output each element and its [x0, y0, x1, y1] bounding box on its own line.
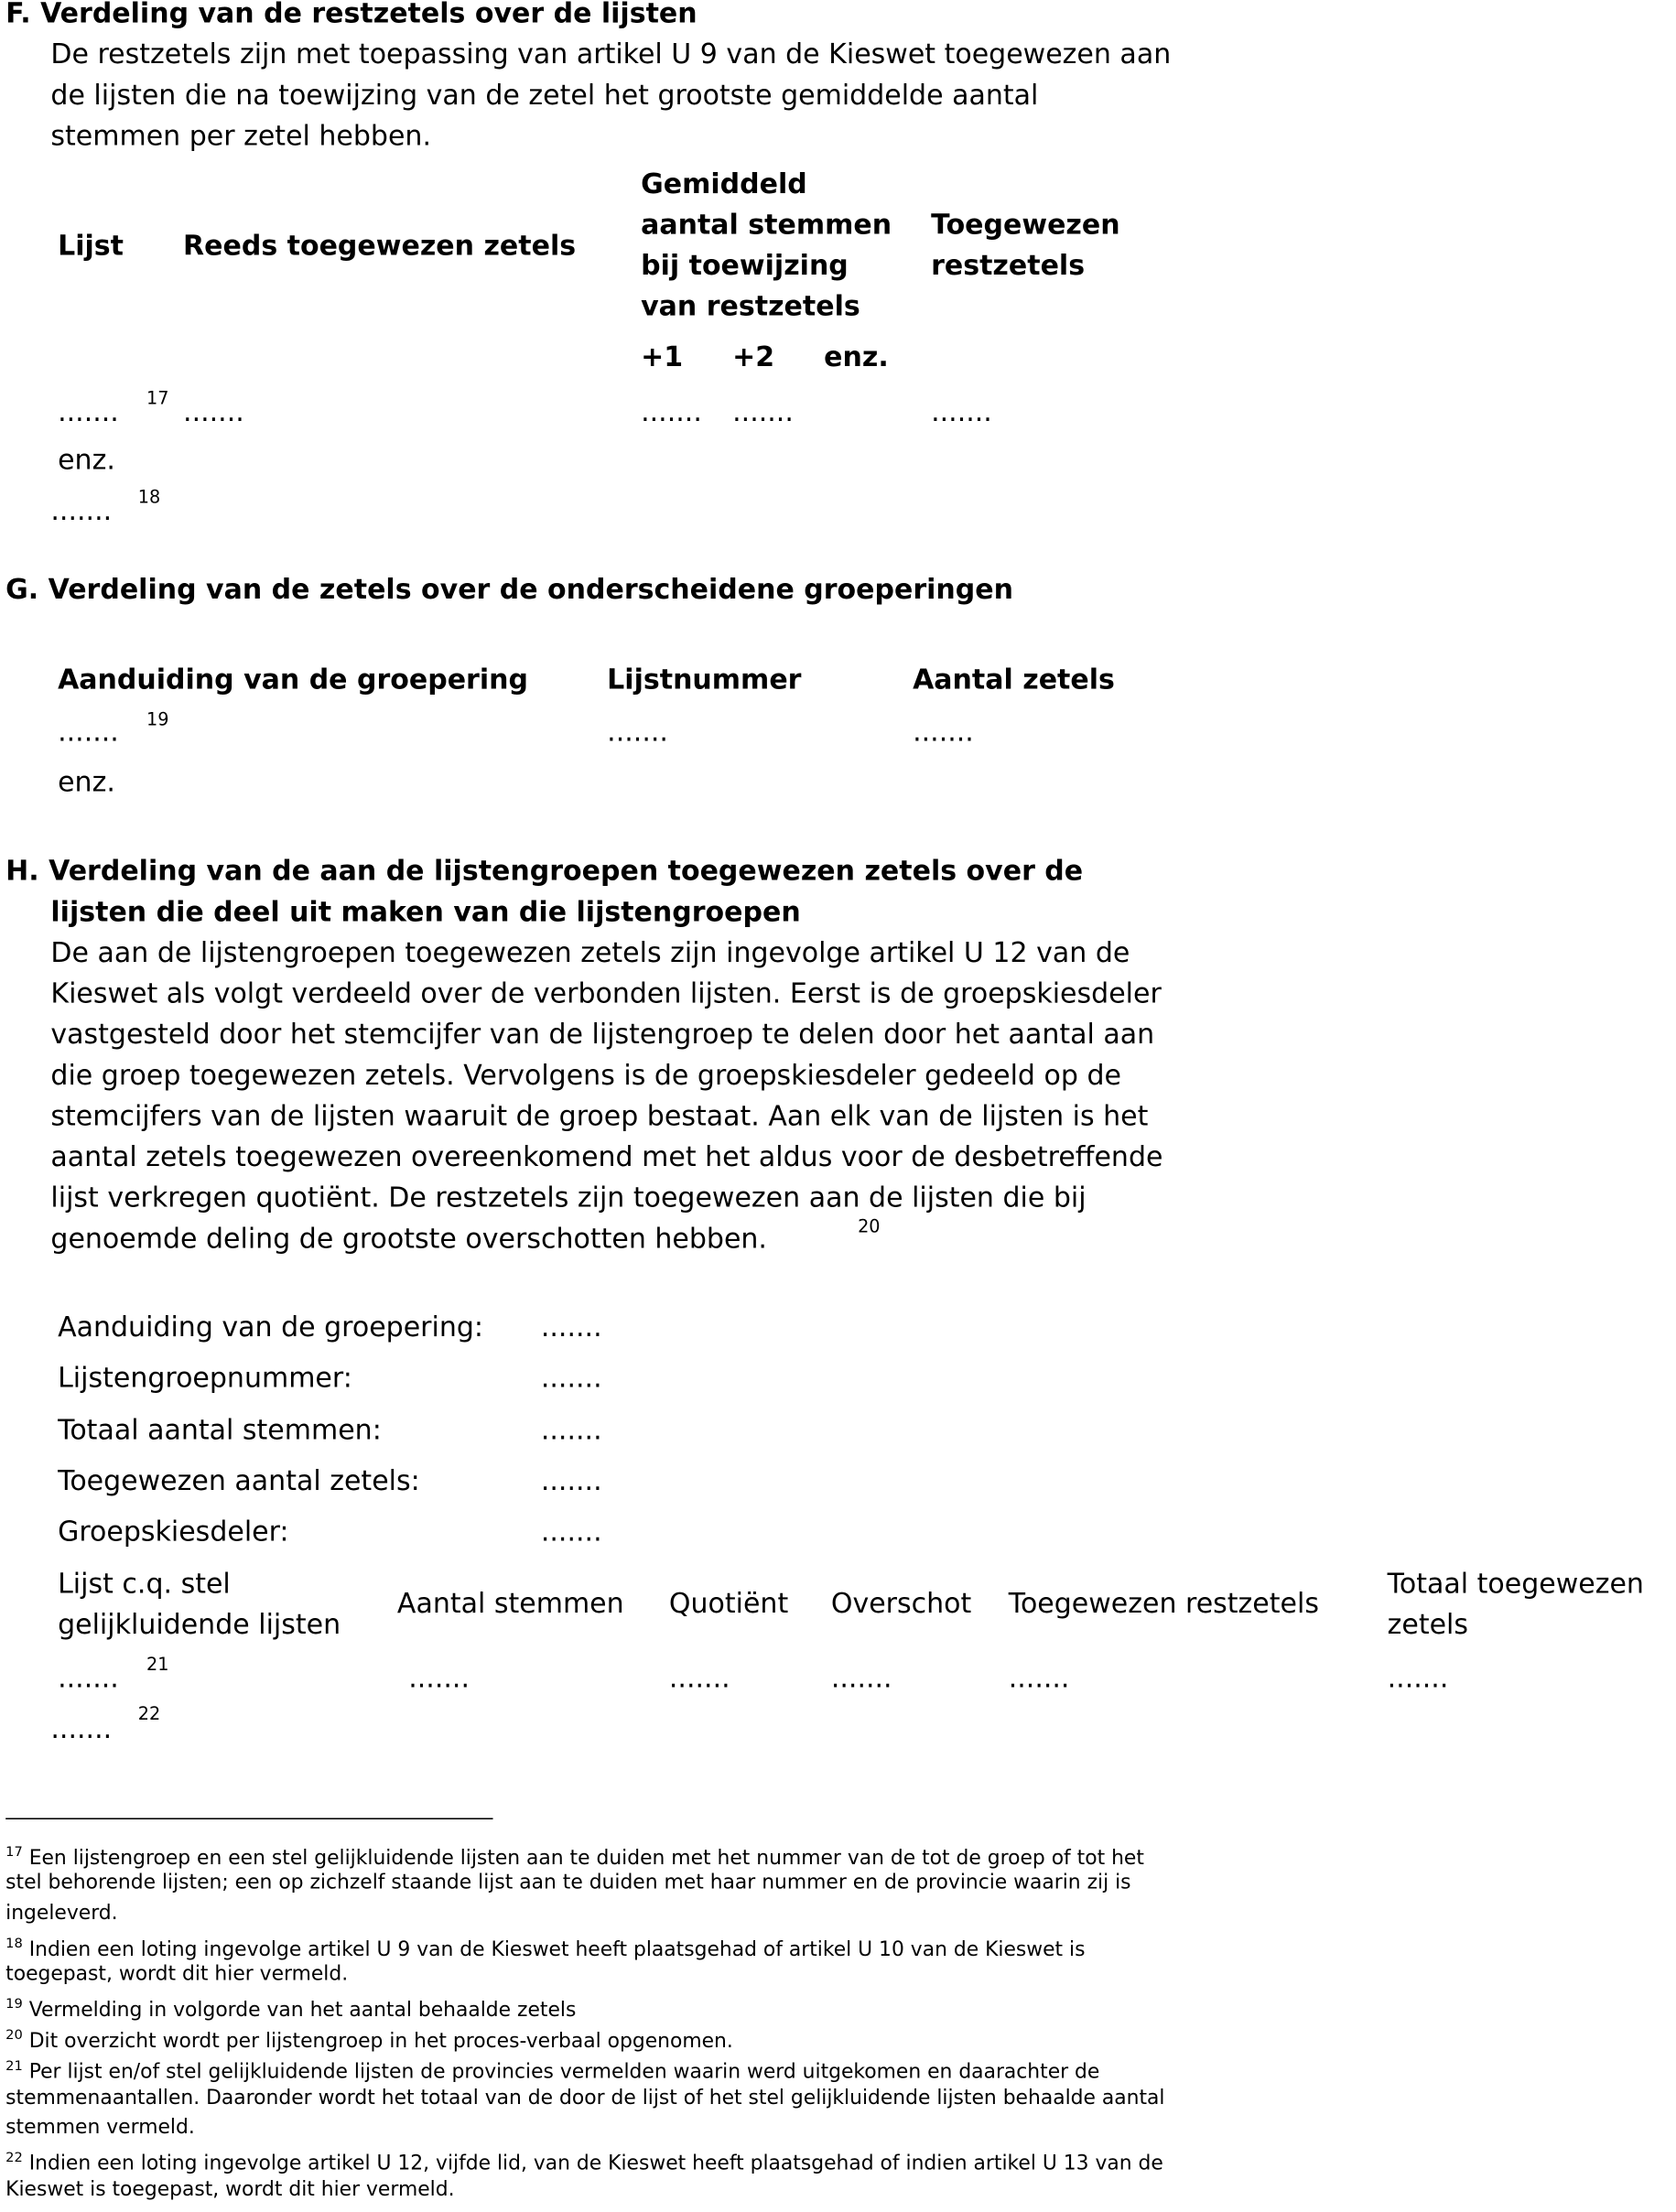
field-label: Toegewezen aantal zetels:: [58, 1464, 420, 1497]
sub-header-plus1: +1: [641, 340, 684, 373]
section-h-para: stemcijfers van de lijsten waaruit de groep bestaat. Aan elk van de lijsten is het: [50, 1099, 1149, 1133]
field-value: .......: [540, 1361, 602, 1395]
col-header-lijst: Lijst: [58, 229, 124, 263]
placeholder-dots: .......: [913, 715, 974, 749]
col-header-totaal: Totaal toegewezen: [1387, 1567, 1644, 1600]
footnote-17: $^{17}$ Een lijstengroep en een stel gelijkluidende lijsten aan te duiden met het nummer van de tot de groep of tot het: [5, 1844, 1144, 1870]
col-header-lijst: Lijst c.q. stel: [58, 1567, 231, 1600]
col-header-gemiddeld: Gemiddeld: [641, 167, 807, 200]
placeholder-dots: .......: [668, 1661, 730, 1695]
section-h-heading: H. Verdeling van de aan de lijstengroepen toegewezen zetels over de: [5, 854, 1084, 888]
col-header-toegewezen: restzetels: [931, 249, 1086, 282]
field-value: .......: [540, 1464, 602, 1497]
field-value: .......: [540, 1515, 602, 1548]
field-label: Lijstengroepnummer:: [58, 1361, 352, 1395]
col-header-aantal-zetels: Aantal zetels: [913, 663, 1115, 696]
section-g-heading: G. Verdeling van de zetels over de onderscheidene groeperingen: [5, 573, 1013, 606]
placeholder-dots: .......: [1387, 1661, 1449, 1695]
col-header-lijst: gelijkluidende lijsten: [58, 1608, 341, 1641]
enz-text: enz.: [58, 766, 115, 799]
field-label: Totaal aantal stemmen:: [58, 1413, 382, 1447]
section-f-para: De restzetels zijn met toepassing van artikel U 9 van de Kieswet toegewezen aan: [50, 38, 1172, 70]
placeholder-dots: .......: [931, 395, 992, 428]
section-f-heading: F. Verdeling van de restzetels over de lijsten: [5, 0, 697, 30]
sub-header-plus2: +2: [732, 340, 775, 373]
footnote-17: stel behorende lijsten; een op zichzelf staande lijst aan te duiden met haar nummer en de provincie waarin zij is: [5, 1871, 1131, 1894]
col-header-toegewezen: Toegewezen: [931, 208, 1120, 242]
placeholder-dots: .......: [830, 1661, 892, 1695]
placeholder-dots: .......: [607, 715, 668, 749]
section-f-para: stemmen per zetel hebben.: [50, 119, 432, 153]
footnote-22: $^{22}$ Indien een loting ingevolge artikel U 12, vijfde lid, van de Kieswet heeft plaatsgehad of indien artikel U 13 van de: [5, 2150, 1163, 2175]
placeholder-dots: .......: [58, 715, 119, 749]
field-label: Groepskiesdeler:: [58, 1515, 289, 1548]
footnote-17: ingeleverd.: [5, 1902, 118, 1926]
col-header-restzetels: Toegewezen restzetels: [1008, 1587, 1319, 1620]
footnote-18: $^{18}$ Indien een loting ingevolge artikel U 9 van de Kieswet heeft plaatsgehad of artikel U 10 van de Kieswet is: [5, 1936, 1086, 1962]
footnote-22: Kieswet is toegepast, wordt dit hier vermeld.: [5, 2178, 455, 2201]
footnote-ref: 22: [137, 1702, 161, 1724]
field-label: Aanduiding van de groepering:: [58, 1311, 484, 1343]
col-header-gemiddeld: aantal stemmen: [641, 208, 892, 242]
footnote-21: stemmenaantallen. Daaronder wordt het totaal van de door de lijst of het stel gelijkluidende lijsten behaalde aantal: [5, 2087, 1165, 2109]
col-header-lijstnummer: Lijstnummer: [607, 663, 802, 696]
placeholder-dots: .......: [732, 395, 794, 428]
footnote-ref: 18: [137, 485, 161, 507]
placeholder-dots: .......: [50, 494, 113, 527]
footnote-ref: 17: [146, 387, 169, 409]
placeholder-dots: .......: [58, 395, 119, 428]
col-header-quotient: Quotiënt: [668, 1587, 789, 1620]
col-header-totaal: zetels: [1387, 1608, 1469, 1641]
section-h-heading: lijsten die deel uit maken van die lijstengroepen: [50, 895, 801, 929]
placeholder-dots: .......: [183, 395, 244, 428]
enz-text: enz.: [58, 443, 115, 477]
col-header-aantal-stemmen: Aantal stemmen: [396, 1587, 624, 1620]
col-header-overschot: Overschot: [830, 1587, 972, 1620]
footnote-ref: 19: [146, 707, 169, 730]
sub-header-enz: enz.: [824, 340, 889, 373]
section-f-para: de lijsten die na toewijzing van de zetel het grootste gemiddelde aantal: [50, 79, 1039, 112]
col-header-aanduiding: Aanduiding van de groepering: [58, 663, 528, 696]
section-h-para: De aan de lijstengroepen toegewezen zetels zijn ingevolge artikel U 12 van de: [50, 936, 1130, 969]
footnote-21: $^{21}$ Per lijst en/of stel gelijkluidende lijsten de provincies vermelden waarin werd uitgekomen en daarachter de: [5, 2058, 1100, 2084]
placeholder-dots: .......: [1008, 1661, 1070, 1695]
col-header-gemiddeld: bij toewijzing: [641, 249, 849, 282]
placeholder-dots: .......: [50, 1712, 113, 1745]
placeholder-dots: .......: [408, 1661, 470, 1695]
footnote-21: stemmen vermeld.: [5, 2116, 195, 2140]
placeholder-dots: .......: [58, 1661, 119, 1695]
footnote-20: $^{20}$ Dit overzicht wordt per lijstengroep in het proces-verbaal opgenomen.: [5, 2027, 733, 2054]
section-h-para: vastgesteld door het stemcijfer van de lijstengroep te delen door het aantal aan: [50, 1018, 1155, 1051]
placeholder-dots: .......: [641, 395, 702, 428]
section-h-para: aantal zetels toegewezen overeenkomend met het aldus voor de desbetreffende: [50, 1140, 1163, 1173]
footnote-18: toegepast, wordt dit hier vermeld.: [5, 1962, 349, 1986]
footnote-separator: [5, 1818, 492, 1819]
col-header-reeds: Reeds toegewezen zetels: [183, 229, 577, 263]
field-value: .......: [540, 1413, 602, 1447]
col-header-gemiddeld: van restzetels: [641, 289, 860, 323]
section-h-para: lijst verkregen quotiënt. De restzetels zijn toegewezen aan de lijsten die bij: [50, 1181, 1087, 1214]
section-h-para: Kieswet als volgt verdeeld over de verbonden lijsten. Eerst is de groepskiesdeler: [50, 977, 1162, 1010]
section-h-para: die groep toegewezen zetels. Vervolgens is de groepskiesdeler gedeeld op de: [50, 1059, 1121, 1092]
footnote-ref: 20: [858, 1214, 881, 1236]
footnote-ref: 21: [146, 1653, 169, 1675]
field-value: .......: [540, 1311, 602, 1343]
footnote-19: $^{19}$ Vermelding in volgorde van het aantal behaalde zetels: [5, 1996, 577, 2023]
section-h-para: genoemde deling de grootste overschotten hebben.: [50, 1222, 767, 1255]
